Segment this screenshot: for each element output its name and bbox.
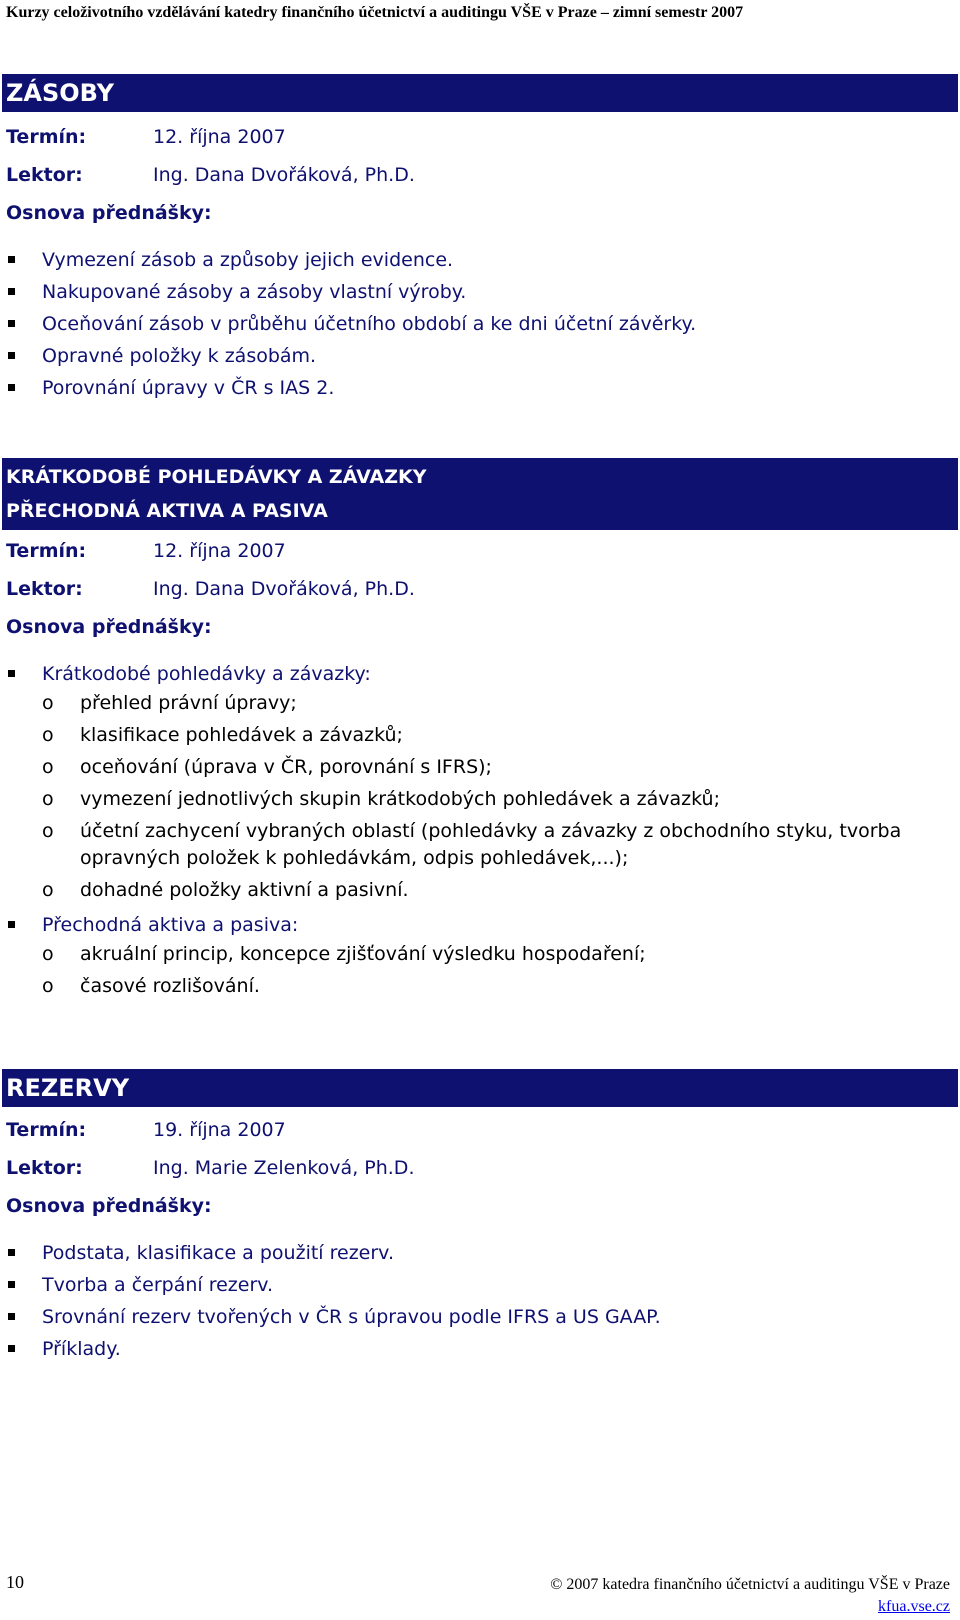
- circle-bullet-icon: o: [42, 724, 54, 746]
- circle-bullet-icon: o: [42, 879, 54, 901]
- list-item: Podstata, klasifikace a použití rezerv.: [0, 1237, 960, 1269]
- termin-value: 19. října 2007: [153, 1119, 286, 1141]
- termin-label: Termín:: [6, 1119, 87, 1141]
- subtopic-list: [0, 941, 960, 1000]
- footer: [550, 1574, 950, 1618]
- square-bullet-icon: [8, 1249, 15, 1256]
- topic-list: [0, 909, 960, 941]
- termin-row: [0, 532, 960, 570]
- list-item: Přechodná aktiva a pasiva:: [0, 909, 960, 941]
- termin-row: [0, 1111, 960, 1149]
- list-item: Oceňování zásob v průběhu účetního období a ke dni účetní závěrky.: [0, 308, 960, 340]
- osnova-row: [0, 1187, 960, 1225]
- section-title-bar: [2, 1069, 958, 1107]
- lektor-row: [0, 1149, 960, 1187]
- lektor-row: [0, 570, 960, 608]
- list-item: Srovnání rezerv tvořených v ČR s úpravou podle IFRS a US GAAP.: [0, 1301, 960, 1333]
- section-rezervy: [0, 1069, 960, 1365]
- section-title: PŘECHODNÁ AKTIVA A PASIVA: [6, 500, 328, 522]
- section-title: KRÁTKODOBÉ POHLEDÁVKY A ZÁVAZKY: [6, 466, 427, 488]
- section-title: REZERVY: [6, 1074, 130, 1102]
- lektor-row: [0, 156, 960, 194]
- circle-bullet-icon: o: [42, 756, 54, 778]
- sub-list-item: o vymezení jednotlivých skupin krátkodobých pohledávek a závazků;: [0, 786, 960, 813]
- circle-bullet-icon: o: [42, 692, 54, 714]
- circle-bullet-icon: o: [42, 820, 54, 842]
- termin-label: Termín:: [6, 126, 87, 148]
- circle-bullet-icon: o: [42, 943, 54, 965]
- square-bullet-icon: [8, 670, 15, 677]
- square-bullet-icon: [8, 384, 15, 391]
- list-item: Příklady.: [0, 1333, 960, 1365]
- page-number: 10: [6, 1572, 24, 1592]
- list-item: Opravné položky k zásobám.: [0, 340, 960, 372]
- osnova-label: Osnova přednášky:: [6, 202, 212, 224]
- section-kratkodobe: [0, 458, 960, 1005]
- lektor-value: Ing. Marie Zelenková, Ph.D.: [153, 1157, 415, 1179]
- osnova-row: [0, 194, 960, 232]
- osnova-label: Osnova přednášky:: [6, 1195, 212, 1217]
- subtopic-list: [0, 690, 960, 904]
- sub-list-item: o časové rozlišování.: [0, 973, 960, 1000]
- footer-link[interactable]: kfua.vse.cz: [878, 1598, 950, 1615]
- sub-list-item: o akruální princip, koncepce zjišťování výsledku hospodaření;: [0, 941, 960, 968]
- square-bullet-icon: [8, 1313, 15, 1320]
- osnova-label: Osnova přednášky:: [6, 616, 212, 638]
- circle-bullet-icon: o: [42, 975, 54, 997]
- square-bullet-icon: [8, 921, 15, 928]
- list-item: Tvorba a čerpání rezerv.: [0, 1269, 960, 1301]
- sub-list-item: o přehled právní úpravy;: [0, 690, 960, 717]
- topic-list: [0, 658, 960, 690]
- square-bullet-icon: [8, 1345, 15, 1352]
- list-item: Porovnání úpravy v ČR s IAS 2.: [0, 372, 960, 404]
- termin-value: 12. října 2007: [153, 126, 286, 148]
- topic-list: [0, 244, 960, 404]
- section-title-bar: [2, 458, 958, 530]
- circle-bullet-icon: o: [42, 788, 54, 810]
- sub-list-item: o dohadné položky aktivní a pasivní.: [0, 877, 960, 904]
- list-item: Nakupované zásoby a zásoby vlastní výroby.: [0, 276, 960, 308]
- topic-list: [0, 1237, 960, 1365]
- sub-list-item: o oceňování (úprava v ČR, porovnání s IFRS);: [0, 754, 960, 781]
- termin-label: Termín:: [6, 540, 87, 562]
- section-title-bar: [2, 74, 958, 112]
- document-header: Kurzy celoživotního vzdělávání katedry finančního účetnictví a auditingu VŠE v Praze – zimní semestr 2007: [6, 4, 744, 21]
- square-bullet-icon: [8, 256, 15, 263]
- square-bullet-icon: [8, 1281, 15, 1288]
- copyright-text: © 2007 katedra finančního účetnictví a auditingu VŠE v Praze: [550, 1576, 950, 1593]
- list-item: Krátkodobé pohledávky a závazky:: [0, 658, 960, 690]
- lektor-value: Ing. Dana Dvořáková, Ph.D.: [153, 578, 415, 600]
- section-zasoby: [0, 74, 960, 404]
- lektor-label: Lektor:: [6, 164, 83, 186]
- sub-list-item: o klasifikace pohledávek a závazků;: [0, 722, 960, 749]
- lektor-value: Ing. Dana Dvořáková, Ph.D.: [153, 164, 415, 186]
- list-item: Vymezení zásob a způsoby jejich evidence.: [0, 244, 960, 276]
- section-title: ZÁSOBY: [6, 79, 115, 107]
- square-bullet-icon: [8, 320, 15, 327]
- sub-list-item: o účetní zachycení vybraných oblastí (pohledávky a závazky z obchodního styku, tvorba opravných položek k pohledávkám, odpis pohledávek,...);: [42, 820, 902, 869]
- termin-value: 12. října 2007: [153, 540, 286, 562]
- square-bullet-icon: [8, 352, 15, 359]
- lektor-label: Lektor:: [6, 1157, 83, 1179]
- osnova-row: [0, 608, 960, 646]
- square-bullet-icon: [8, 288, 15, 295]
- lektor-label: Lektor:: [6, 578, 83, 600]
- termin-row: [0, 118, 960, 156]
